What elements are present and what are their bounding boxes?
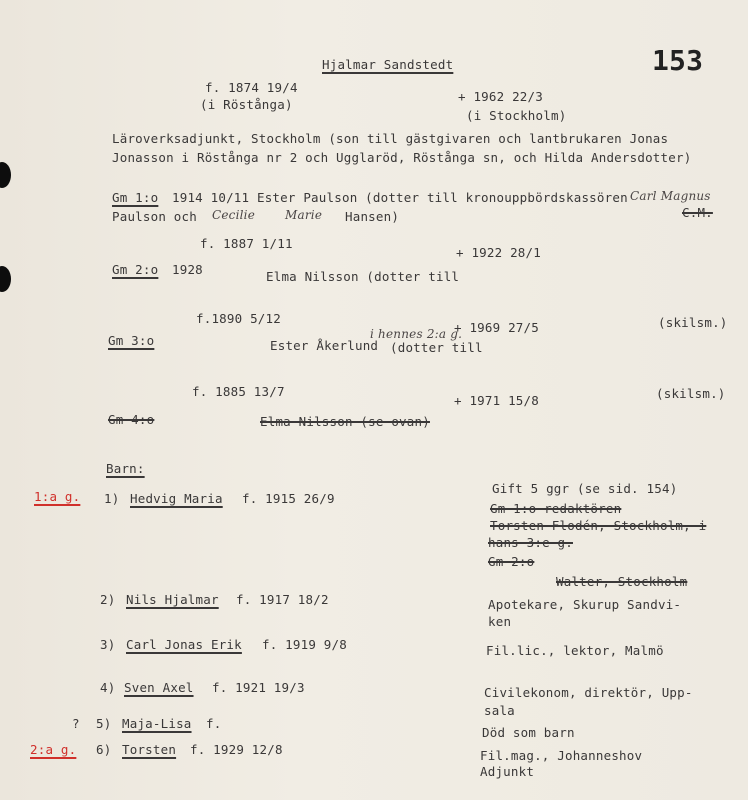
child-name: Nils Hjalmar — [126, 592, 219, 607]
child-info: Gm 2:o — [488, 554, 535, 569]
struck-text: C.M. — [682, 205, 713, 220]
marriage-marker: ? — [72, 716, 80, 731]
divorce-note: (skilsm.) — [658, 315, 728, 330]
child-number: 1) — [104, 491, 120, 506]
spouse-death: + 1922 28/1 — [456, 245, 541, 260]
spouse-name: (dotter till — [390, 340, 483, 355]
child-info: Död som barn — [482, 725, 575, 740]
child-birth: f. 1929 12/8 — [190, 742, 283, 757]
marriage-marker: 1:a g. — [34, 489, 81, 504]
bio-line: Läroverksadjunkt, Stockholm (son till gästgivaren och lantbrukaren Jonas — [112, 131, 669, 146]
child-birth: f. 1921 19/3 — [212, 680, 305, 695]
child-info: Gm 1:o redaktören — [490, 501, 622, 516]
death-place: (i Stockholm) — [466, 108, 567, 123]
child-number: 2) — [100, 592, 116, 607]
child-name: Torsten — [122, 742, 177, 757]
child-info: Walter, Stockholm — [556, 574, 688, 589]
spouse-birth: f.1890 5/12 — [196, 311, 281, 326]
marriage-year: 1928 — [172, 262, 203, 277]
marriage-label: Gm 2:o — [112, 262, 159, 277]
spouse-name: Ester Åkerlund — [270, 338, 379, 353]
handwritten-note: Cecilie — [212, 208, 256, 222]
child-info: sala — [484, 703, 515, 718]
child-info: Adjunkt — [480, 764, 535, 779]
spouse-death: + 1969 27/5 — [454, 320, 539, 335]
birth-date: f. 1874 19/4 — [205, 80, 298, 95]
punch-hole — [0, 266, 11, 292]
child-number: 4) — [100, 680, 116, 695]
page-number: 153 — [652, 44, 704, 77]
child-info: Torsten Flodén, Stockholm, i — [490, 518, 707, 533]
struck-spouse-name: Elma Nilsson (se ovan) — [260, 414, 430, 429]
child-birth: f. 1919 9/8 — [262, 637, 347, 652]
child-info: ken — [488, 614, 512, 629]
punch-hole — [0, 162, 11, 188]
divorce-note: (skilsm.) — [656, 386, 726, 401]
child-birth: f. — [206, 716, 222, 731]
child-birth: f. 1915 26/9 — [242, 491, 335, 506]
birth-place: (i Röstånga) — [200, 97, 293, 112]
marriage-label: Gm 1:o — [112, 190, 159, 205]
child-info: Apotekare, Skurup Sandvi- — [488, 597, 682, 612]
child-info: hans 3:e g. — [488, 535, 573, 550]
handwritten-note: i hennes 2:a g. — [370, 327, 463, 341]
child-info: Fil.lic., lektor, Malmö — [486, 643, 664, 658]
child-info: Fil.mag., Johanneshov — [480, 748, 643, 763]
spouse-name: Elma Nilsson (dotter till — [266, 269, 460, 284]
person-name: Hjalmar Sandstedt — [322, 57, 454, 72]
child-info: Gift 5 ggr (se sid. 154) — [492, 481, 678, 496]
marriage-text: Paulson och — [112, 209, 197, 224]
child-number: 6) — [96, 742, 112, 757]
spouse-name — [260, 414, 430, 429]
spouse-death: + 1971 15/8 — [454, 393, 539, 408]
marriage-marker: 2:a g. — [30, 742, 77, 757]
child-birth: f. 1917 18/2 — [236, 592, 329, 607]
spouse-birth: f. 1887 1/11 — [200, 236, 293, 251]
handwritten-note: Carl Magnus — [630, 189, 711, 203]
child-name: Maja-Lisa — [122, 716, 192, 731]
child-info: Civilekonom, direktör, Upp- — [484, 685, 693, 700]
spouse-birth: f. 1885 13/7 — [192, 384, 285, 399]
children-heading: Barn: — [106, 461, 145, 476]
bio-line: Jonasson i Röstånga nr 2 och Ugglaröd, Röstånga sn, och Hilda Andersdotter) — [112, 150, 692, 165]
marriage-text: 1914 10/11 Ester Paulson (dotter till kronouppbördskassören — [172, 190, 628, 205]
child-name: Sven Axel — [124, 680, 194, 695]
marriage-label: Gm 4:o — [108, 412, 155, 427]
child-name: Hedvig Maria — [130, 491, 223, 506]
child-number: 5) — [96, 716, 112, 731]
child-name: Carl Jonas Erik — [126, 637, 242, 652]
child-number: 3) — [100, 637, 116, 652]
death-date: + 1962 22/3 — [458, 89, 543, 104]
marriage-text: Hansen) — [345, 209, 400, 224]
handwritten-note: Marie — [285, 208, 323, 222]
marriage-label: Gm 3:o — [108, 333, 155, 348]
